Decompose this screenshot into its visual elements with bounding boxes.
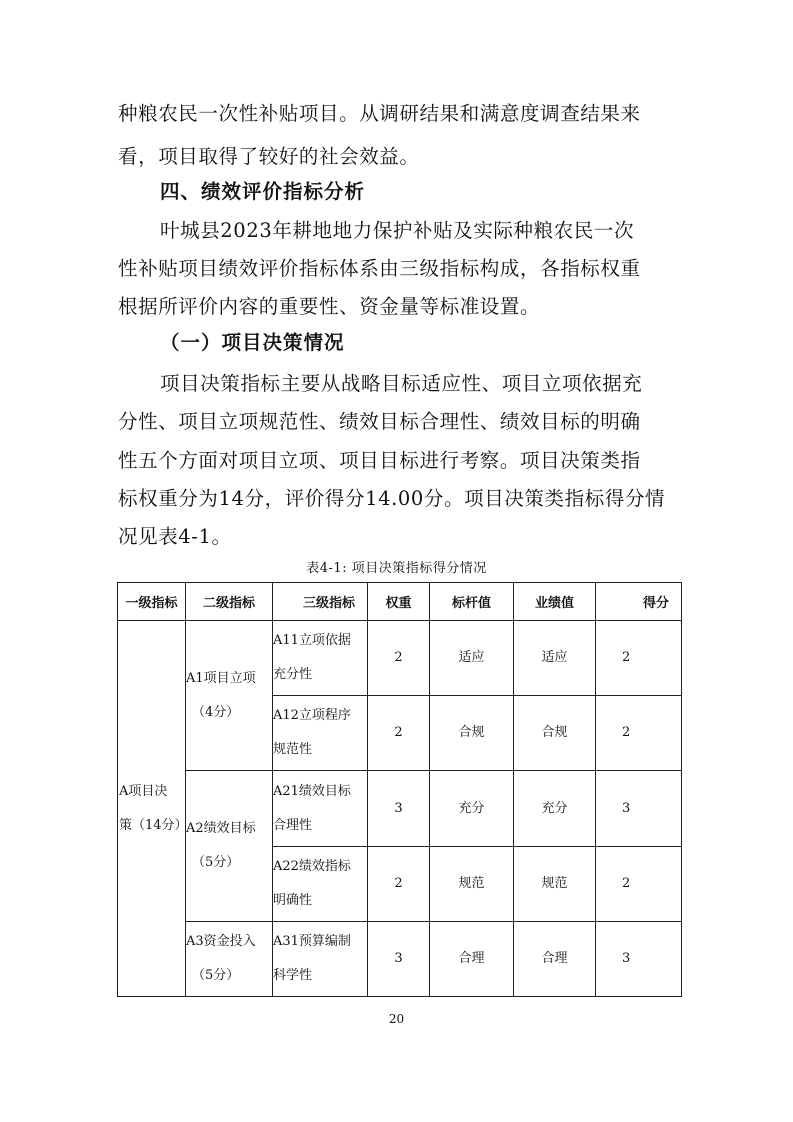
score-cell: 3 — [596, 922, 682, 997]
paragraph-line: 种粮农民一次性补贴项目。从调研结果和满意度调查结果来 — [118, 102, 641, 125]
level1-cell — [118, 621, 186, 997]
weight-cell: 2 — [368, 847, 430, 922]
level1-label-line: A项目决 — [119, 783, 168, 799]
level2-label-line: （5分） — [192, 968, 240, 983]
paragraph-line: 性补贴项目绩效评价指标体系由三级指标构成，各指标权重 — [118, 257, 641, 280]
standard-cell: 合理 — [430, 922, 514, 997]
actual-cell: 适应 — [514, 621, 596, 696]
level3-cell — [273, 621, 368, 696]
standard-cell: 合规 — [430, 696, 514, 771]
page-number: 20 — [388, 1012, 405, 1026]
section-heading: 四、绩效评价指标分析 — [160, 180, 366, 203]
paragraph-line: 标权重分为14分，评价得分14.00分。项目决策类指标得分情 — [118, 487, 666, 510]
subsection-heading: （一）项目决策情况 — [160, 331, 345, 354]
level2-label-line: （4分） — [192, 704, 240, 720]
paragraph-line: 看，项目取得了较好的社会效益。 — [118, 145, 420, 168]
standard-cell: 规范 — [430, 847, 514, 922]
standard-cell: 充分 — [430, 771, 514, 847]
score-cell: 2 — [596, 621, 682, 696]
actual-cell: 规范 — [514, 847, 596, 922]
paragraph-line: 性五个方面对项目立项、项目目标进行考察。项目决策类指 — [118, 449, 641, 472]
level3-label-line: 科学性 — [273, 968, 313, 983]
weight-cell: 3 — [368, 922, 430, 997]
header-cell: 一级指标 — [118, 583, 186, 621]
header-cell: 权重 — [368, 583, 430, 621]
header-cell: 三级指标 — [273, 583, 368, 621]
table-row — [118, 771, 682, 847]
table-header-row — [118, 583, 682, 621]
level3-cell — [273, 696, 368, 771]
level2-label-line: A1项目立项 — [186, 670, 256, 686]
level3-label-line: A12立项程序 — [273, 708, 351, 723]
header-cell: 业绩值 — [514, 583, 596, 621]
level2-cell — [186, 922, 273, 997]
header-cell: 得分 — [596, 583, 682, 621]
level3-label-line: 明确性 — [273, 893, 313, 908]
paragraph-line: 项目决策指标主要从战略目标适应性、项目立项依据充 — [160, 372, 643, 395]
score-cell: 2 — [596, 696, 682, 771]
actual-cell: 合规 — [514, 696, 596, 771]
weight-cell: 2 — [368, 621, 430, 696]
score-cell: 3 — [596, 771, 682, 847]
level3-label-line: A21绩效目标 — [273, 783, 351, 799]
decision-indicator-table — [117, 582, 682, 997]
level3-cell — [273, 771, 368, 847]
paragraph-line: 根据所评价内容的重要性、资金量等标准设置。 — [118, 295, 541, 318]
level3-label-line: 充分性 — [273, 667, 313, 682]
level2-label-line: A2绩效目标 — [186, 821, 256, 836]
table-caption: 表4-1: 项目决策指标得分情况 — [306, 561, 487, 576]
table-row — [118, 922, 682, 997]
level2-cell — [186, 771, 273, 922]
table-row — [118, 621, 682, 696]
level3-label-line: A11立项依据 — [273, 633, 351, 648]
level1-label-line: 策（14分） — [119, 817, 188, 833]
header-cell: 二级指标 — [186, 583, 273, 621]
header-cell: 标杆值 — [430, 583, 514, 621]
level3-label-line: A31预算编制 — [273, 934, 351, 949]
level3-label-line: 合理性 — [273, 817, 313, 833]
level2-label-line: A3资金投入 — [186, 934, 256, 949]
level3-cell — [273, 922, 368, 997]
score-cell: 2 — [596, 847, 682, 922]
level3-label-line: A22绩效指标 — [273, 859, 351, 874]
paragraph-line: 况见表4-1。 — [118, 525, 232, 548]
weight-cell: 3 — [368, 771, 430, 847]
actual-cell: 充分 — [514, 771, 596, 847]
level3-cell — [273, 847, 368, 922]
weight-cell: 2 — [368, 696, 430, 771]
level2-cell — [186, 621, 273, 771]
standard-cell: 适应 — [430, 621, 514, 696]
actual-cell: 合理 — [514, 922, 596, 997]
level2-label-line: （5分） — [192, 855, 240, 870]
paragraph-line: 分性、项目立项规范性、绩效目标合理性、绩效目标的明确 — [118, 410, 641, 433]
level3-label-line: 规范性 — [273, 742, 313, 757]
paragraph-line: 叶城县2023年耕地地力保护补贴及实际种粮农民一次 — [160, 219, 635, 242]
